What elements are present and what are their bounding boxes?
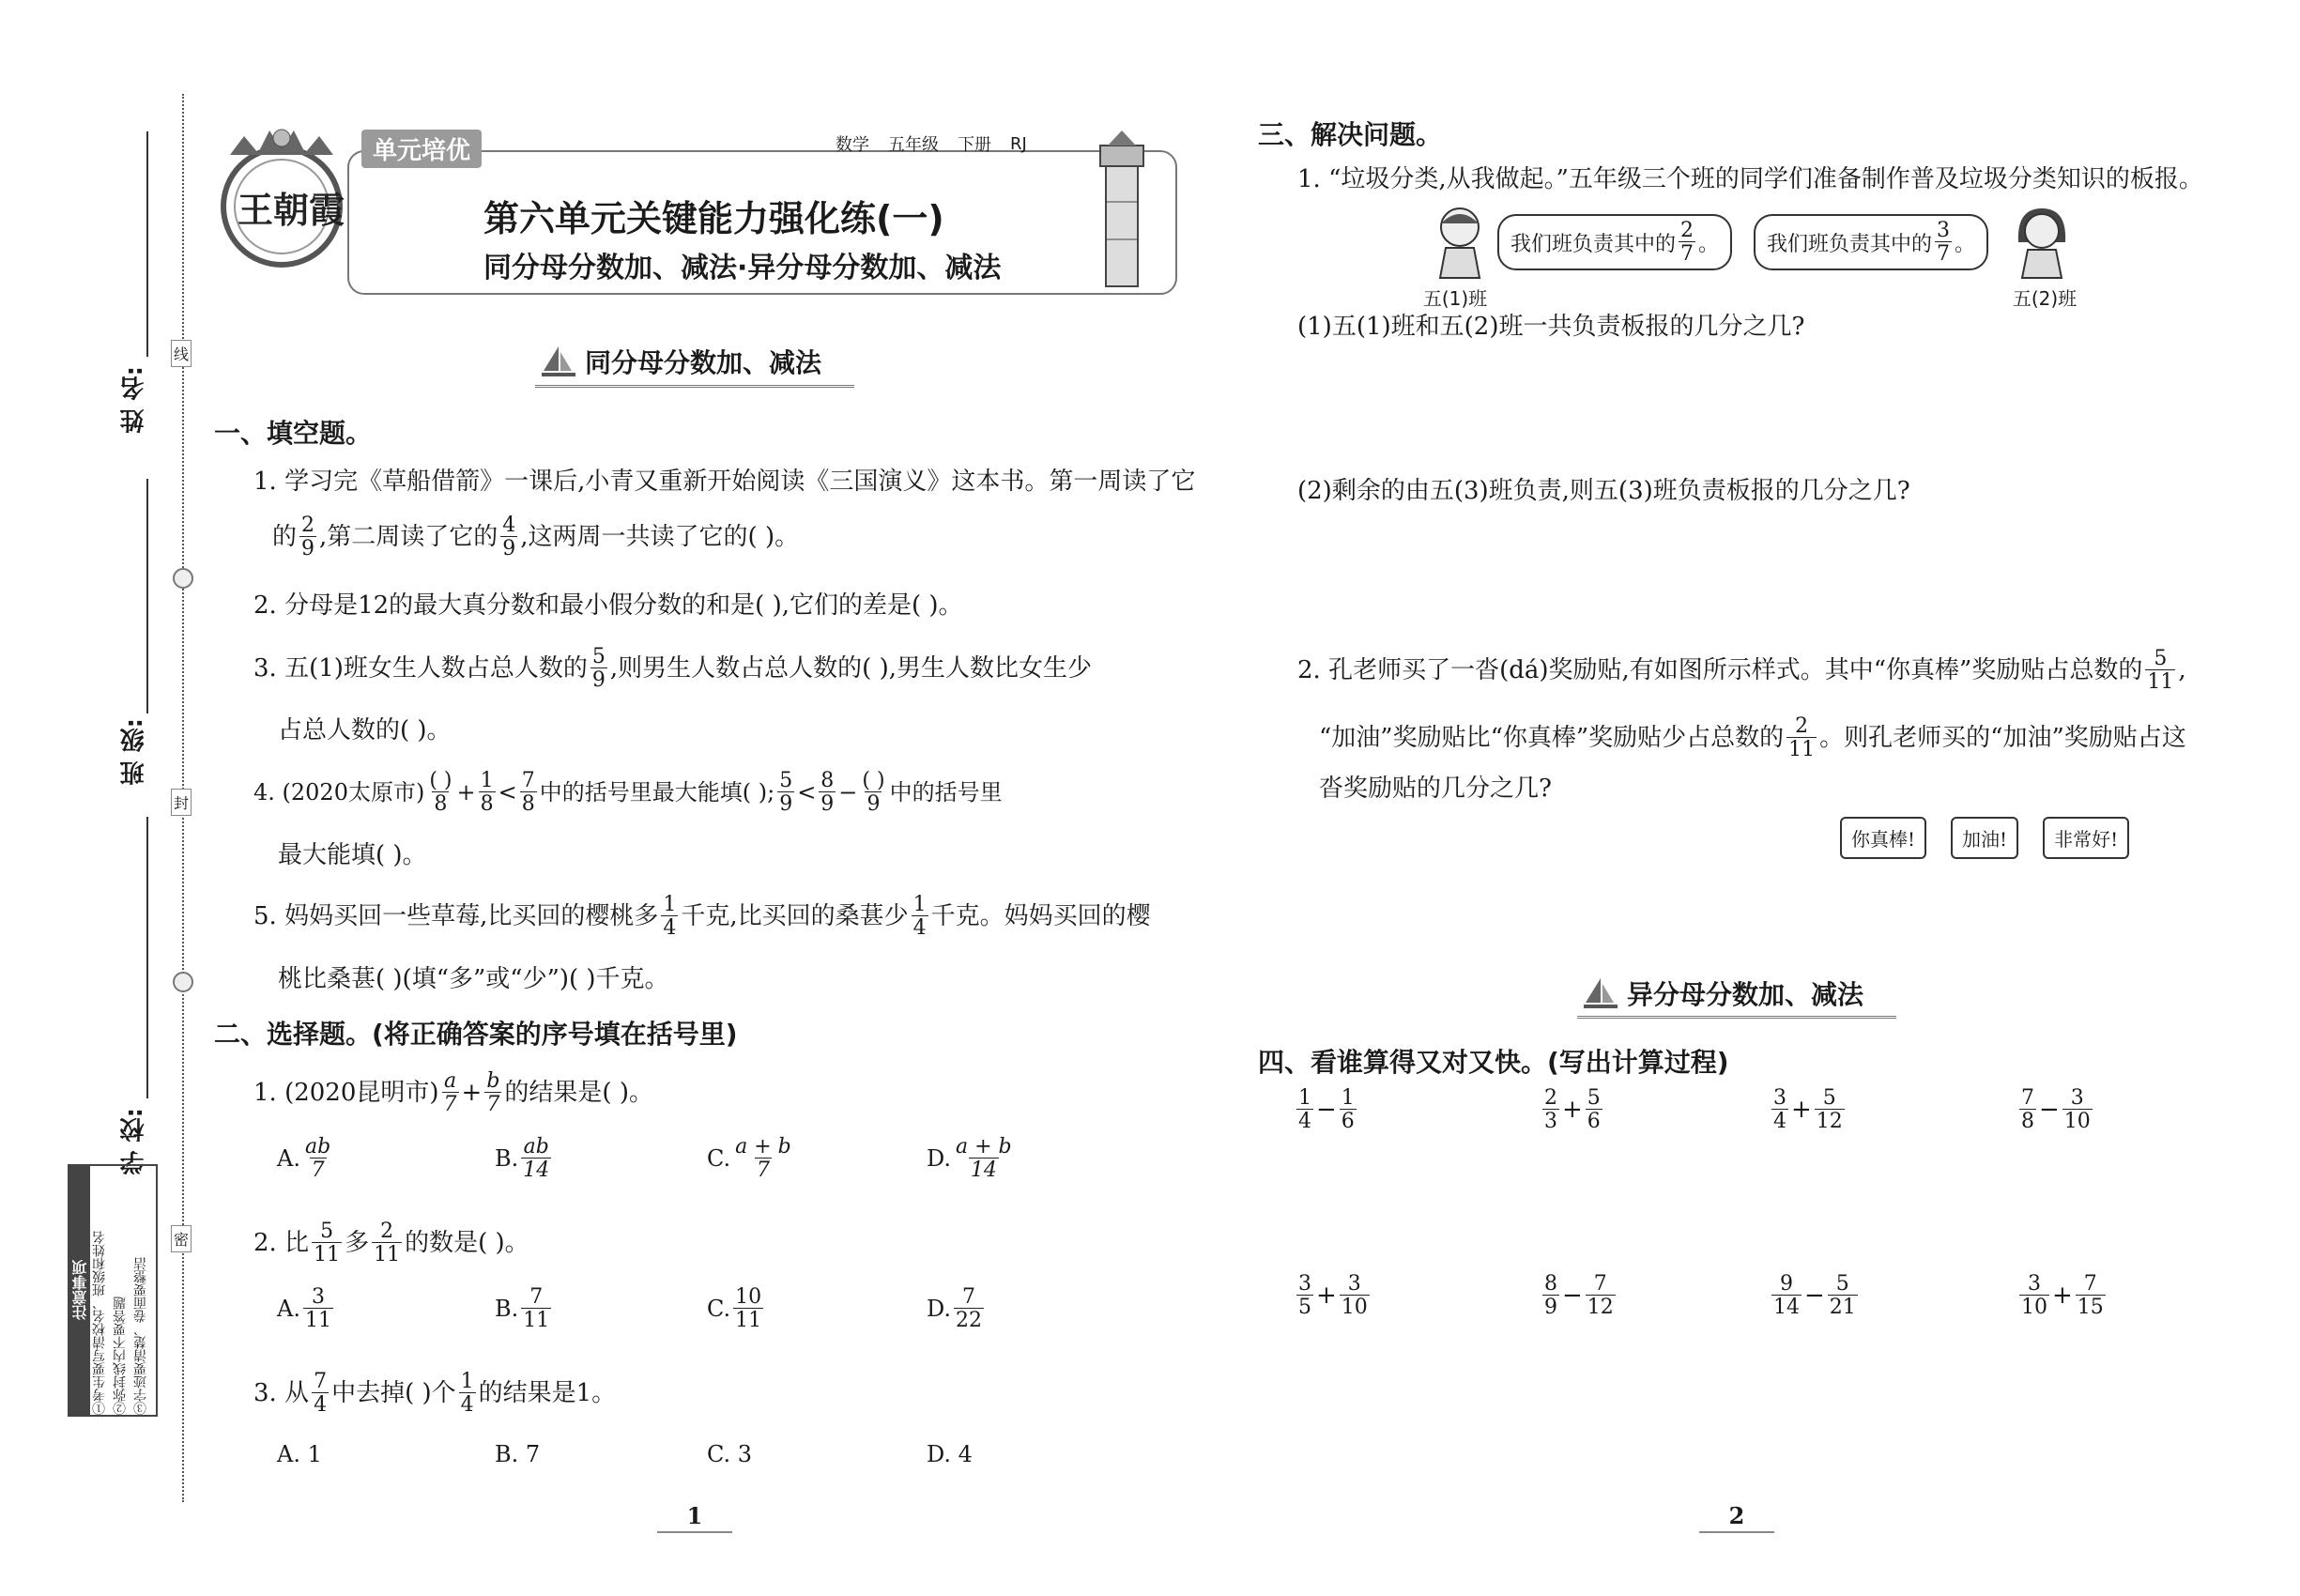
option-c[interactable] [707, 1136, 796, 1181]
fraction [954, 1286, 984, 1331]
fraction[interactable] [860, 770, 886, 815]
operator: + [1791, 1096, 1812, 1125]
kid2-label: 五(2)班 [2012, 287, 2078, 310]
fraction [1828, 1273, 1858, 1318]
q1-text: ,第二周读了它的 [319, 523, 498, 552]
option-label: C. [707, 1145, 731, 1173]
fraction [777, 770, 794, 815]
denominator: 14 [970, 1159, 997, 1183]
numerator: a [443, 1069, 457, 1093]
fraction [912, 894, 928, 939]
denominator: 7 [486, 1093, 500, 1117]
c3-answer-blank[interactable]: 中去掉( )个 [331, 1379, 456, 1408]
calc-row-1 [1294, 1087, 2139, 1143]
p2-line1 [1297, 648, 2186, 693]
logo [211, 117, 352, 268]
denominator: 8 [480, 792, 494, 817]
fraction [733, 1286, 763, 1331]
meta-term: 下册 [958, 135, 991, 155]
q5-text: 千克,比买回的桑葚少 [681, 902, 909, 931]
denominator: 7 [311, 1159, 325, 1183]
numerator: 1 [460, 1370, 474, 1393]
option-a[interactable] [277, 1286, 336, 1331]
denominator: 9 [779, 792, 793, 817]
denominator: 9 [502, 537, 516, 561]
sailboat-icon [540, 343, 577, 380]
option-label: B. [495, 1296, 519, 1323]
calc-item [1540, 1273, 1618, 1318]
denominator: 9 [591, 668, 606, 693]
denominator: 11 [2147, 670, 2174, 695]
page-number-2 [1699, 1502, 1774, 1533]
numerator: ab [523, 1135, 549, 1159]
numerator: 1 [663, 893, 677, 916]
part4-title: 四、看谁算得又对又快。(写出计算过程) [1258, 1047, 1729, 1078]
option-label: D. [927, 1145, 952, 1173]
fraction [1771, 1273, 1802, 1318]
fraction [521, 1136, 551, 1181]
option-label: A. [277, 1296, 300, 1323]
fraction [1542, 1273, 1559, 1318]
page-number-ornament [657, 1531, 732, 1533]
numerator: 1 [1298, 1086, 1311, 1110]
girl-icon [2009, 205, 2075, 280]
numerator: 3 [1937, 219, 1951, 242]
denominator: 6 [1587, 1110, 1601, 1134]
numerator: 3 [311, 1285, 325, 1309]
numerator: 10 [735, 1285, 762, 1309]
denominator: 8 [434, 792, 448, 817]
denominator: 4 [314, 1393, 328, 1418]
denominator: 11 [374, 1243, 401, 1267]
operator: + [456, 779, 476, 806]
fraction [1815, 1087, 1845, 1132]
part1-title: 一、填空题。 [214, 418, 373, 449]
name-underline [146, 131, 148, 357]
q3-text: 3. 五(1)班女生人数占总人数的 [253, 654, 588, 683]
class-underline [146, 479, 148, 714]
q5-line2[interactable]: 桃比桑葚( )(填“多”或“少”)( )千克。 [278, 965, 669, 993]
fraction [484, 1070, 501, 1115]
q1-text: 的 [272, 523, 298, 552]
section-banner-label: 同分母分数加、减法 [585, 347, 822, 378]
numerator: 8 [1544, 1272, 1557, 1296]
numerator-blank[interactable]: ( ) [429, 769, 452, 792]
fraction [1542, 1087, 1559, 1132]
c2-options [277, 1286, 1047, 1352]
fraction [1586, 1087, 1602, 1132]
fraction [521, 1286, 551, 1331]
school-underline [146, 817, 148, 1098]
numerator: 5 [779, 769, 793, 792]
q3-answer-blank[interactable]: ,则男生人数占总人数的( ),男生人数比女生少 [609, 654, 1092, 683]
fraction [303, 1136, 332, 1181]
fraction [2019, 1273, 2049, 1318]
q2[interactable]: 2. 分母是12的最大真分数和最小假分数的和是( ),它们的差是( )。 [253, 591, 963, 620]
numerator: 3 [2070, 1086, 2084, 1110]
fraction [500, 514, 517, 560]
numerator: 7 [521, 769, 535, 792]
numerator: 5 [1587, 1086, 1601, 1110]
denominator: 10 [1341, 1296, 1368, 1320]
p2-text: “加油”奖励贴比“你真棒”奖励贴少占总数的 [1319, 724, 1785, 753]
kid1-label: 五(1)班 [1422, 287, 1488, 310]
denominator: 11 [735, 1309, 762, 1333]
denominator: 10 [2063, 1110, 2091, 1134]
fraction [661, 894, 678, 939]
speech-bubble-1 [1497, 214, 1732, 270]
fraction [1935, 220, 1952, 265]
numerator: 7 [2021, 1086, 2034, 1110]
p1-q2: (2)剩余的由五(3)班负责,则五(3)班负责板报的几分之几? [1297, 477, 1910, 505]
denominator: 14 [1773, 1296, 1800, 1320]
operator: + [1316, 1281, 1337, 1311]
q3-line1 [253, 646, 1092, 691]
p1-q1: (1)五(1)班和五(2)班一共负责板报的几分之几? [1297, 313, 1805, 341]
numerator: a + b [735, 1135, 791, 1159]
denominator: 15 [2077, 1296, 2104, 1320]
c1-text: 1. (2020昆明市) [253, 1079, 439, 1108]
numerator: 5 [591, 645, 606, 668]
option-d[interactable]: D. 4 [927, 1441, 973, 1467]
fraction [2019, 1087, 2036, 1132]
denominator: 12 [1816, 1110, 1843, 1134]
denominator: 6 [1341, 1110, 1355, 1134]
q4-line1 [253, 770, 1003, 815]
meta-edition: RJ [1010, 133, 1027, 154]
operator: − [1562, 1281, 1583, 1311]
page-number: 1 [686, 1502, 703, 1529]
fraction [442, 1070, 459, 1115]
numerator: 7 [529, 1285, 544, 1309]
q4-text: 中的括号里 [889, 779, 1003, 806]
option-b[interactable] [495, 1286, 554, 1331]
numerator: a + b [956, 1135, 1012, 1159]
denominator: 4 [1773, 1110, 1786, 1134]
fraction[interactable] [427, 770, 453, 815]
option-label: A. [277, 1145, 300, 1173]
fraction [1786, 715, 1817, 760]
operator: + [461, 1079, 483, 1108]
numerator: ab [304, 1135, 331, 1159]
q5-text: 5. 妈妈买回一些草莓,比买回的樱桃多 [253, 902, 659, 931]
fraction [1296, 1087, 1313, 1132]
option-d[interactable] [927, 1286, 987, 1331]
denominator: 21 [1829, 1296, 1856, 1320]
option-label: C. [707, 1296, 731, 1323]
c2-answer-blank[interactable]: 的数是( )。 [405, 1229, 529, 1258]
denominator: 11 [523, 1309, 550, 1333]
cut-mark-seal: 封 [171, 789, 192, 816]
cut-mark-line: 线 [171, 340, 192, 367]
numerator: 3 [1298, 1272, 1311, 1296]
denominator: 4 [1298, 1110, 1311, 1134]
header-meta [836, 131, 1027, 156]
q1-answer-blank[interactable]: ,这两周一共读了它的( )。 [520, 523, 800, 552]
c1-question [253, 1070, 653, 1115]
denominator: 5 [1298, 1296, 1311, 1320]
bubble-text: 。 [1698, 232, 1720, 256]
operator: < [797, 779, 817, 806]
section-banner-label: 异分母分数加、减法 [1627, 979, 1864, 1010]
sailboat-icon [1582, 974, 1619, 1012]
fraction [2062, 1087, 2093, 1132]
school-label: 学 校: [120, 1108, 148, 1175]
numerator-blank[interactable]: ( ) [862, 769, 885, 792]
denominator: 7 [1680, 242, 1694, 267]
q4-text: 4. (2020太原市) [253, 779, 425, 806]
c3-text: 的结果是1。 [478, 1379, 617, 1408]
numerator: 3 [1773, 1086, 1786, 1110]
operator: < [498, 779, 517, 806]
calc-item [2016, 1087, 2095, 1132]
page-number: 2 [1728, 1502, 1745, 1529]
sticker-very-good: 非常好! [2043, 817, 2129, 859]
operator: − [2039, 1096, 2060, 1125]
p2-text: , [2178, 656, 2186, 685]
p2-line3: 沓奖励贴的几分之几? [1319, 775, 1552, 803]
lighthouse-icon [1080, 127, 1164, 296]
option-c[interactable] [707, 1286, 766, 1331]
c3-text: 3. 从 [253, 1379, 310, 1408]
operator: + [1562, 1096, 1583, 1125]
calc-row-2 [1294, 1273, 2139, 1329]
q4-line2[interactable]: 最大能填( )。 [278, 841, 427, 869]
fraction [590, 646, 607, 691]
c2-question [253, 1220, 529, 1266]
fraction [2145, 648, 2175, 693]
meta-grade: 五年级 [888, 135, 939, 155]
fraction [1679, 220, 1695, 265]
option-label: D. [927, 1296, 952, 1323]
calc-item [1294, 1087, 1359, 1132]
numerator: 3 [1347, 1272, 1361, 1296]
option-b[interactable] [495, 1136, 554, 1181]
option-d[interactable] [927, 1136, 1017, 1181]
page-number-1 [657, 1502, 732, 1533]
numerator: 2 [1795, 714, 1809, 738]
operator: − [838, 779, 858, 806]
unit-tag: 单元培优 [361, 130, 482, 168]
fraction [1586, 1273, 1616, 1318]
notice-title: 注意事项 [69, 1166, 90, 1415]
numerator: 2 [1680, 219, 1694, 242]
numerator: 8 [820, 769, 835, 792]
page-subtitle: 同分母分数加、减法·异分母分数加、减法 [483, 252, 1002, 284]
bubble-text: 我们班负责其中的 [1510, 232, 1677, 256]
cut-mark-circle [173, 568, 193, 589]
class-label: 班 级: [120, 718, 148, 786]
kid-girl [2009, 205, 2084, 308]
part3-title: 三、解决问题。 [1258, 119, 1443, 150]
section-banner-different-denominator [1582, 974, 1863, 1012]
calc-item [1540, 1087, 1605, 1132]
c3-question [253, 1371, 616, 1416]
option-a[interactable]: A. 1 [277, 1441, 322, 1467]
numerator: 2 [1544, 1086, 1557, 1110]
operator: + [2052, 1281, 2073, 1311]
c1-options [277, 1136, 1047, 1202]
fraction [299, 514, 316, 560]
c2-text: 多 [345, 1229, 370, 1258]
option-c[interactable]: C. 3 [707, 1441, 753, 1467]
calc-item [2016, 1273, 2108, 1318]
denominator: 12 [1587, 1296, 1614, 1320]
fraction [733, 1136, 793, 1181]
notice-box [68, 1164, 158, 1417]
logo-text: 王朝霞 [238, 190, 345, 231]
c2-text: 2. 比 [253, 1229, 310, 1258]
q4-answer-blank[interactable]: 中的括号里最大能填( ); [539, 779, 775, 806]
fraction [520, 770, 537, 815]
denominator: 3 [1544, 1110, 1557, 1134]
denominator: 7 [756, 1159, 770, 1183]
q1-line1: 1. 学习完《草船借箭》一课后,小青又重新开始阅读《三国演义》这本书。第一周读了它 [253, 468, 1196, 496]
calc-item [1769, 1273, 1861, 1318]
kid-boy [1422, 205, 1493, 310]
q5-text: 千克。妈妈买回的樱 [930, 902, 1151, 931]
page-title: 第六单元关键能力强化练(一) [483, 198, 944, 239]
denominator: 11 [314, 1243, 341, 1267]
sticker-great: 你真棒! [1840, 817, 1926, 859]
denominator: 11 [304, 1309, 331, 1333]
numerator: 1 [912, 893, 927, 916]
fraction [312, 1371, 329, 1416]
meta-subject: 数学 [836, 135, 869, 155]
numerator: 2 [380, 1220, 394, 1243]
bubble-text: 我们班负责其中的 [1767, 232, 1933, 256]
numerator: 1 [1341, 1086, 1355, 1110]
cut-mark-dense: 密 [171, 1225, 192, 1252]
fraction [303, 1286, 333, 1331]
boy-icon [1427, 205, 1493, 280]
q5-line1 [253, 894, 1151, 939]
fraction [2076, 1273, 2106, 1318]
denominator: 11 [1788, 738, 1816, 762]
fraction [372, 1220, 402, 1266]
denominator: 8 [2021, 1110, 2034, 1134]
numerator: 7 [2083, 1272, 2097, 1296]
denominator: 9 [820, 792, 835, 817]
section-banner-same-denominator [540, 343, 821, 380]
fraction [1340, 1087, 1357, 1132]
numerator: 5 [1822, 1086, 1836, 1110]
denominator: 9 [1544, 1296, 1557, 1320]
denominator: 7 [1937, 242, 1951, 267]
denominator: 9 [301, 537, 315, 561]
p2-line2 [1319, 715, 2186, 760]
numerator: 5 [1835, 1272, 1849, 1296]
numerator: 4 [502, 514, 516, 537]
denominator: 7 [443, 1093, 457, 1117]
numerator: 3 [2028, 1272, 2041, 1296]
page-number-ornament [1699, 1531, 1774, 1533]
p1-text: 1. “垃圾分类,从我做起。”五年级三个班的同学们准备制作普及垃圾分类知识的板报。 [1297, 165, 2203, 193]
denominator: 9 [866, 792, 881, 817]
sticker-keep-going: 加油! [1951, 817, 2018, 859]
notice-item: ①考生要写清校名、班级和姓名 [92, 1231, 107, 1415]
numerator: 2 [301, 514, 315, 537]
operator: − [1316, 1096, 1337, 1125]
denominator: 22 [956, 1309, 983, 1333]
denominator: 8 [521, 792, 535, 817]
c1-answer-blank[interactable]: 的结果是( )。 [504, 1079, 653, 1108]
numerator: 1 [480, 769, 494, 792]
q3-line2[interactable]: 占总人数的( )。 [278, 716, 452, 744]
numerator: 7 [1593, 1272, 1607, 1296]
notice-item: ②弥封线内不要答题 [113, 1297, 128, 1415]
numerator: 5 [2154, 647, 2168, 670]
option-label: B. [495, 1145, 519, 1173]
p2-text: 。则孔老师买的“加油”奖励贴占这 [1819, 724, 2186, 753]
calc-item [1769, 1087, 1848, 1132]
name-label: 姓 名: [120, 366, 148, 434]
option-a[interactable] [277, 1136, 335, 1181]
option-b[interactable]: B. 7 [495, 1441, 541, 1467]
numerator: 9 [1780, 1272, 1793, 1296]
banner-underline [535, 385, 854, 388]
denominator: 4 [460, 1393, 474, 1418]
denominator: 4 [912, 916, 927, 941]
denominator: 14 [523, 1159, 550, 1183]
fraction [312, 1220, 342, 1266]
numerator: 7 [314, 1370, 328, 1393]
cut-mark-circle [173, 972, 193, 992]
numerator: b [486, 1069, 500, 1093]
fraction [1771, 1087, 1788, 1132]
reward-stickers [1840, 817, 2129, 859]
bubble-text: 。 [1955, 232, 1976, 256]
denominator: 10 [2021, 1296, 2047, 1320]
fraction [479, 770, 496, 815]
binding-margin [56, 94, 197, 1502]
fraction [954, 1136, 1014, 1181]
fraction [819, 770, 836, 815]
p2-text: 2. 孔老师买了一沓(dá)奖励贴,有如图所示样式。其中“你真棒”奖励贴占总数的 [1297, 656, 2143, 685]
calc-item [1294, 1273, 1372, 1318]
fraction [1340, 1273, 1370, 1318]
c3-options [277, 1441, 1047, 1475]
part2-title: 二、选择题。(将正确答案的序号填在括号里) [214, 1019, 738, 1050]
speech-bubble-2 [1754, 214, 1988, 270]
fraction [459, 1371, 476, 1416]
q1-line2 [272, 514, 799, 560]
banner-underline [1577, 1016, 1896, 1019]
operator: − [1804, 1281, 1825, 1311]
numerator: 5 [320, 1220, 334, 1243]
denominator: 4 [663, 916, 677, 941]
fraction [1296, 1273, 1313, 1318]
numerator: 7 [962, 1285, 976, 1309]
notice-item: ③字迹要清楚、卷面要整洁 [133, 1257, 148, 1415]
